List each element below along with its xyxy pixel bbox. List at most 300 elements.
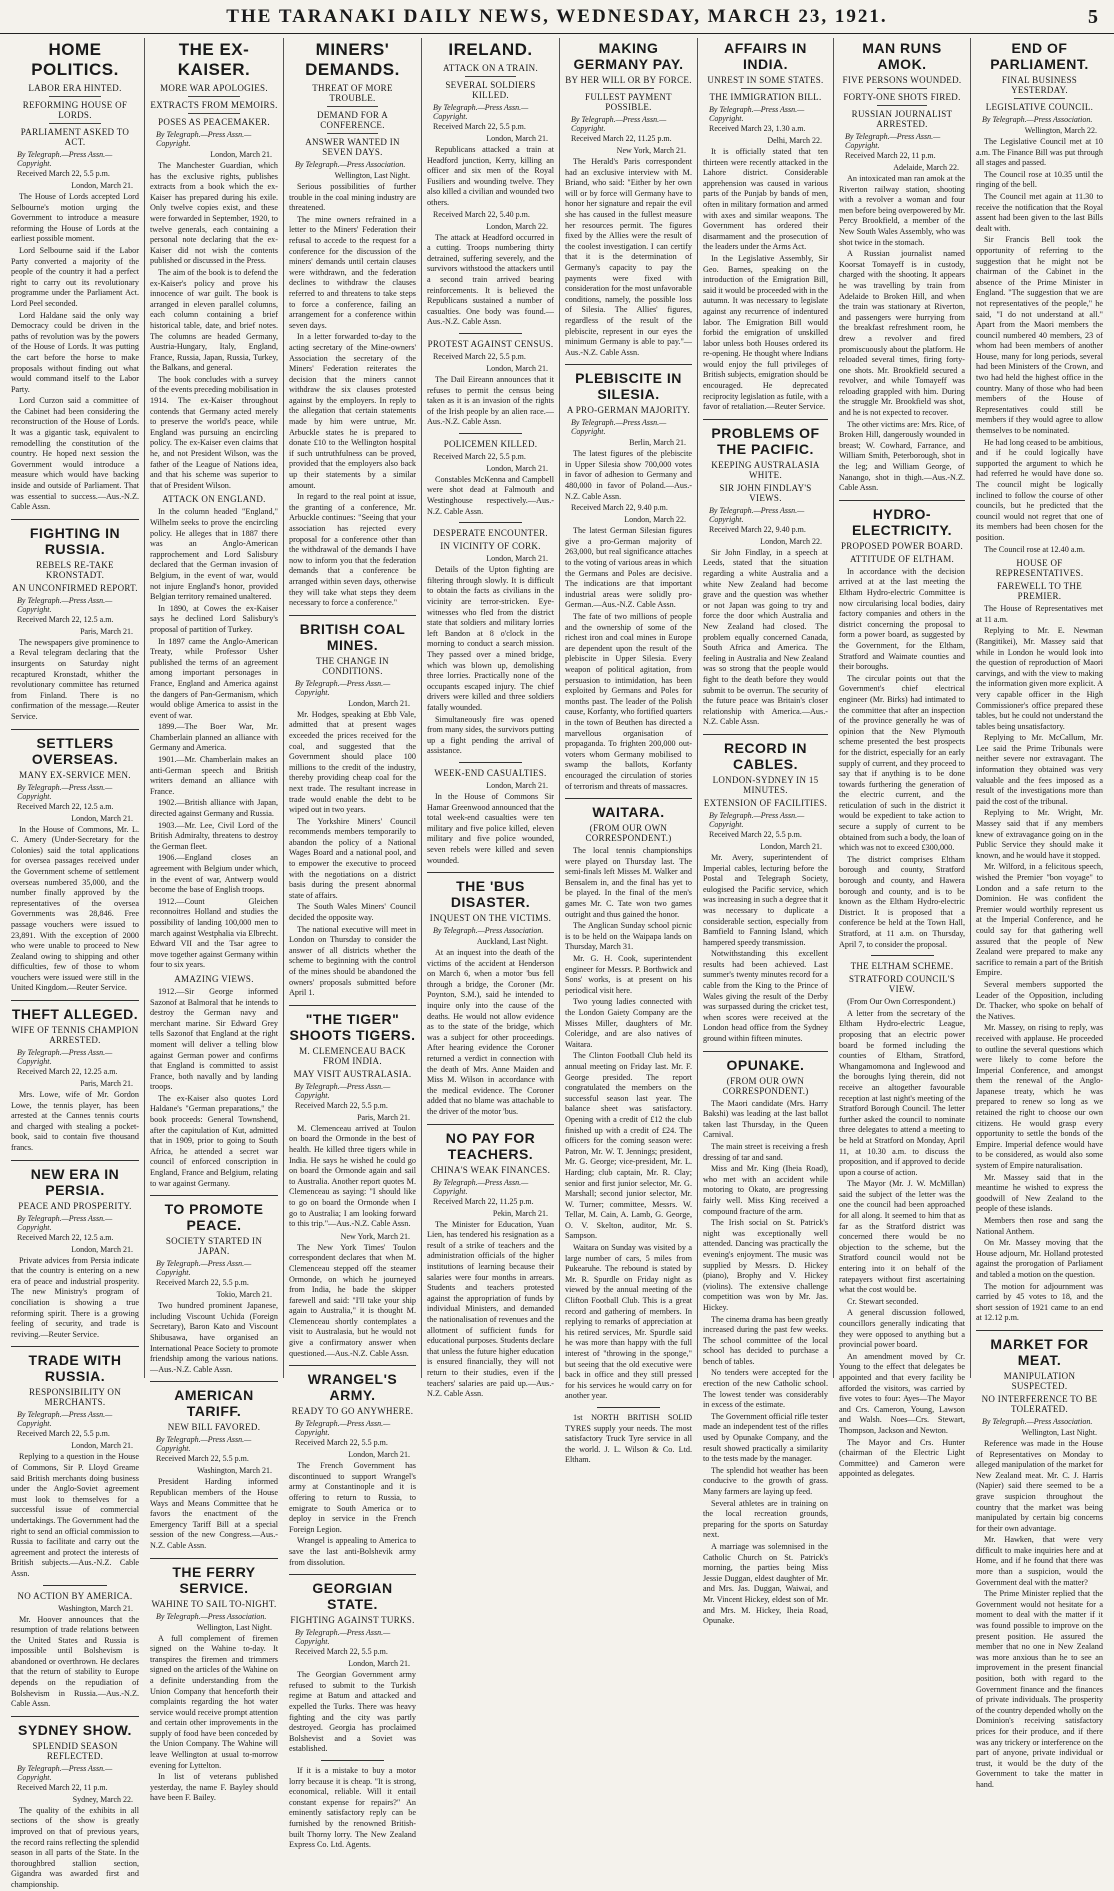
paragraph: An amendment moved by Cr. Young to the effect that delegates be appointed and that every facility be afforded the visitors, was carried by five votes to four: Ayes—The Mayor and Crs. Cameron, Young, Lawson and Walsh. Noes—Crs. Stewart, Thompson, Jackson and Newton.: [839, 1351, 965, 1435]
paragraph: The local tennis championships were played on Thursday last. The semi-finals left Misses M. Walker and Bensalem in, and the final has yet to be played. In the final of the men's games Mr. C. Tate won two games outright and thus gained the honor.: [565, 846, 692, 919]
paragraph: The latest German Silesian figures give a pro-German majority of 263,000, but real significance attaches to the voting of various areas in which the Germans and Poles are decisive. The indications are that important industrial areas were solidly pro-German.—Aus.-N.Z. Cable Assn.: [565, 526, 692, 610]
dateline: Wellington, Last Night.: [334, 171, 410, 180]
headline: HOME POLITICS.: [31, 40, 119, 79]
headline: RECORD IN CABLES.: [723, 739, 808, 772]
credit-line: By Telegraph.—Press Assn.—Copyright.: [17, 595, 113, 614]
paragraph: Mr. Hodges, speaking at Ebb Vale, admitted that at present wages exceeded the prices received for the coal, and suggested that the Government should place 100 millions to the credit of the industry, thereby providing cheap coal for the next trade. The resultant increase in trade would enable the debt to be wiped out in two years.: [289, 709, 416, 815]
dateline: Adelaide, March 22.: [893, 163, 959, 172]
received-line: Received March 22, 12.5 a.m.: [17, 614, 114, 624]
subheading: (FROM OUR OWN CORRESPONDENT.): [585, 823, 672, 844]
received-line: Received March 22, 5.5 p.m.: [156, 1454, 249, 1464]
paragraph: The fate of two millions of people and the ownership of some of the richest iron and coal mines in Europe are dependent upon the result of the plebiscite in Upper Silesia. Every weapon of political agitation, from persuasion to intimidation, has been exploited by Germans and Poles for months past. The leader of the Polish cause, Korfanty, who fortified quarters in the town of Beuthen has directed a marvellous organisation of propaganda. To frighten 200,000 out-voters whom Germany mobilised to swamp the ballots, Korfanty encouraged the circulation of stories of terrorism and threats of massacres.: [565, 612, 692, 791]
subheading: UNREST IN SOME STATES.: [707, 75, 824, 85]
paragraph: 1901.—Mr. Chamberlain makes an anti-German speech and British writers demand an alliance with France.: [150, 755, 278, 796]
paragraph: 1902.—British alliance with Japan, directed against Germany and Russia.: [150, 798, 278, 819]
paragraph: Lord Curzon said a committee of the Cabinet had been considering the reconstruction of the House of Lords. It was a gigantic task, equivalent to remodelling the constitution of the country. He hoped next session the Government would introduce a measure which would have backing inside and outside of Parliament. That was essential to success.—Aus.-N.Z. Cable Assn.: [11, 396, 139, 512]
received-line: Received March 22, 5.5 p.m.: [433, 451, 526, 461]
headline: MAN RUNS AMOK.: [862, 40, 942, 72]
paragraph: Reference was made in the House of Representatives on Monday to alleged manipulation of the market for New Zealand meat. Mr. C. J. Harris (Napier) said there seemed to be a grave suspicion throughout the country that the market was being manipulated by certain big concerns for their own advantage.: [976, 1438, 1103, 1533]
received-line: Received March 22, 12.25 a.m.: [17, 1067, 118, 1077]
subheading: A PRO-GERMAN MAJORITY.: [566, 405, 691, 416]
headline: THE 'BUS DISASTER.: [450, 878, 531, 911]
received-line: Received March 22, 11.25 p.m.: [571, 134, 672, 143]
columns: [6, 38, 1108, 1889]
separator: [703, 419, 828, 420]
paragraph: The Manchester Guardian, which has the exclusive rights, publishes extracts from a book which the ex-Kaiser has prepared during his exile. Only twelve copies exist, and these were forwarded in September, 1920, to twelve generals, each containing a personal note declaring that the ex-Kaiser did not wish the contents published or discussed in the Press.: [150, 161, 278, 266]
paragraph: On Mr. Massey moving that the House adjourn, Mr. Holland protested against the prorogation of Parliament and tabled a motion on the question.: [976, 1238, 1103, 1279]
received-line: Received March 22, 9.40 p.m.: [571, 503, 668, 513]
paragraph: The other victims are: Mrs. Rice, of Broken Hill, dangerously wounded in breast; W. Cowhard, Farrance, and William Smith, Peterborough, shot in the leg; and William George, of Nanango, shot in thigh.—Aus.-N.Z. Cable Assn.: [839, 419, 965, 493]
subheading: (FROM OUR OWN CORRESPONDENT.): [722, 1075, 809, 1096]
paragraph: In regard to the real point at issue, the granting of a conference, Mr. Arbuckle continues: "Seeing that your association has rejected every proposal for a conference other than the withdrawal of the demands I have now to inform you that the federation demands that a conference be arranged within seven days, otherwise they will take what steps they deem necessary to force a conference.": [289, 492, 416, 608]
subheading: SPLENDID SEASON REFLECTED.: [32, 1740, 118, 1761]
column-8: [971, 38, 1108, 1789]
headline: PROBLEMS OF THE PACIFIC.: [711, 424, 820, 457]
subheading: MORE WAR APOLOGIES.: [160, 83, 268, 93]
dateline: Tokio, March 21.: [216, 1290, 272, 1300]
subheading: FORTY-ONE SHOTS FIRED.: [843, 92, 961, 102]
dateline: London, March 21.: [71, 1441, 133, 1451]
headline: FIGHTING IN RUSSIA.: [29, 524, 121, 557]
received-line: Received March 22, 5.40 p.m.: [433, 209, 530, 219]
credit-line: By Telegraph.—Press Assn.—Copyright.: [433, 103, 529, 121]
subheading: PARLIAMENT ASKED TO ACT.: [20, 127, 130, 147]
subheading: WAHINE TO SAIL TO-NIGHT.: [151, 1598, 277, 1609]
paragraph: A Russian journalist named Koorsat Tomayeff is in custody, charged with the shooting. It appears he was travelling by train from Adelaide to Broken Hill, and when the train was stationary at Riverton, and passengers were hurrying from the breakfast refreshment room, he drew a revolver and fired promiscuously about the platform. He reloaded several times, firing forty-one shots. Mr. Brookfield secured a revolver, and while Tomayeff was reloading grappled with him. During the struggle Mr. Brookfield was shot, and he is not expected to recover.: [839, 249, 965, 418]
credit-line: By Telegraph.—Press Assn.—Copyright.: [156, 1435, 252, 1454]
headline: MINERS' DEMANDS.: [305, 40, 400, 79]
paragraph: Mrs. Lowe, wife of Mr. Gordon Lowe, the tennis player, has been arrested at the Cannes tennis courts and charged with stealing a pocket-book, said to contain five thousand francs.: [11, 1090, 139, 1153]
separator: [289, 615, 416, 616]
paragraph: The Minister for Education, Yuan Lien, has tendered his resignation as a result of a strike of teachers and the administration officials of the higher institutions of learning because their salaries were four months in arrears. Students and teachers protested against the appropriation of funds by individual Ministers, and demanded the nationalisation of revenues and the allotment of sufficient funds for educational purposes. Students declare that unless the future higher education is ensured financially, they will not return to their studies, even if the teachers' salaries are paid up.—Aus.-N.Z. Cable Assn.: [427, 1219, 554, 1399]
received-line: Received March 22, 5.5 p.m.: [709, 829, 802, 839]
separator: [321, 1760, 385, 1761]
dateline: Wellington, Last Night.: [196, 1622, 272, 1632]
paragraph: The quality of the exhibits in all sections of the show is greatly improved on that of previous years, the record rains reflecting the splendid season in all parts of the State. In the thoroughbred stallion section, Gigandra was awarded first and championship.: [11, 1805, 139, 1889]
separator: [11, 1716, 139, 1717]
credit-line: By Telegraph.—Press Assn.—Copyright.: [17, 1410, 113, 1429]
headline: WRANGEL'S ARMY.: [307, 1371, 398, 1404]
headline: HYDRO-ELECTRICITY.: [851, 505, 953, 538]
paragraph: The newspapers give prominence to a Reval telegram declaring that the insurgents on Saturday night recaptured Kronstadt, whither the revolutionary committee has returned from Finland. There is no confirmation of the message.—Reuter Service.: [11, 637, 139, 721]
separator: [703, 734, 828, 735]
paragraph: Two hundred prominent Japanese, including Viscount Uchida (Foreign Secretary), Baron Kato and Viscount Shibusawa, have organised an International Peace Society to promote friendship among the various nations.—Aus.-N.Z. Cable Assn.: [150, 1301, 278, 1374]
paragraph: The main street is receiving a fresh dressing of tar and sand.: [703, 1142, 828, 1162]
separator: [459, 433, 523, 434]
dateline: New York, March 21.: [616, 146, 686, 155]
subheading: THE CHANGE IN CONDITIONS.: [316, 655, 389, 676]
dateline: London, March 21.: [760, 841, 822, 851]
paragraph: 1899.—The Boer War, Mr. Chamberlain planned an alliance with Germany and America.: [150, 722, 278, 753]
headline: OPUNAKE.: [726, 1056, 805, 1073]
paragraph: Simultaneously fire was opened from many sides, the survivors putting up a fight pending the arrival of assistance.: [427, 714, 554, 756]
paragraph: The Prime Minister replied that the Government would not hesitate for a moment to deal with the matter if it was found possible to improve on the present position. He assured the member that no one in New Zealand was more anxious than he to see an improvement in the present financial position, both with regard to the Government finance and the finances of private individuals. The prosperity of the country depended wholly on the Dominion's receiving satisfactory prices for their produce, and if there was any trickery or interference on the part of anyone, private individual or trust, it would be the duty of the Government to take the matter in hand.: [976, 1589, 1103, 1789]
divider: [877, 105, 927, 106]
divider: [327, 106, 378, 107]
column-7: [834, 38, 971, 1479]
paragraph: The House of Lords accepted Lord Selbourne's motion urging the Government to introduce a measure reforming the House of Lords at the earliest possible moment.: [11, 192, 139, 244]
subheading: AMAZING VIEWS.: [174, 973, 254, 984]
subheading: BY HER WILL OR BY FORCE.: [565, 75, 692, 85]
credit-line: By Telegraph.—Press Assn.—Copyright.: [571, 115, 667, 133]
separator: [11, 1160, 139, 1161]
divider: [188, 113, 239, 114]
subheading: IN VICINITY OF CORK.: [440, 541, 541, 552]
separator: [459, 333, 523, 334]
paragraph: The Government official rifle tester made an independent test of the rifles used by Opunake Company, and the result showed practically a similarity to the tests made by the manager.: [703, 1411, 828, 1464]
received-line: Received March 22, 12.5 a.m.: [17, 1232, 114, 1242]
subheading: SIR JOHN FINDLAY'S VIEWS.: [719, 482, 812, 503]
credit-line: By Telegraph.—Press Association.: [156, 1611, 267, 1621]
credit-line: By Telegraph.—Press Assn.—Copyright.: [17, 1048, 113, 1067]
paragraph: The Yorkshire Miners' Council recommends members temporarily to abandon the policy of a National Wages Board and a national pool, and to empower the executive to proceed with the negotiations on a district basis during the present abnormal state of affairs.: [289, 816, 416, 900]
paragraph: The ex-Kaiser also quotes Lord Haldane's "German preparations," the book proceeds: General Townshend, after the capitulation of Kut, admitted that in 1909, prior to going to South Africa, he attended a secret war council of enforced conscription in England, France and Belgium, relating to war against Germany.: [150, 1093, 278, 1188]
credit-line: By Telegraph.—Press Assn.—Copyright.: [156, 130, 252, 148]
dateline: Paris, March 21.: [80, 1079, 133, 1089]
credit-line: By Telegraph.—Press Association.: [982, 1416, 1093, 1426]
subheading: DESPERATE ENCOUNTER.: [432, 528, 548, 539]
subheading: WEEK-END CASUALTIES.: [434, 767, 547, 778]
paragraph: The Herald's Paris correspondent had an exclusive interview with M. Briand, who said: "Either by her own will or by force will Germany have to honor her signature and repair the evil she has caused in the fullest measure her resources permit. The figures fixed by the Allies were the result of the coolest investigation. I can certify that it is the determination of Germany's capacity to pay the payments were fixed with consideration for the most unfavorable conditions, namely, the possible loss of Silesia. The Allies' figures, regardless of the result of the plebiscite, represent in our eyes the minimum Germany is able to pay."—Aus.-N.Z. Cable Assn.: [565, 157, 692, 357]
dateline: London, March 21.: [348, 1659, 410, 1669]
separator: [427, 1124, 554, 1125]
separator: [11, 1346, 139, 1347]
separator: [289, 1574, 416, 1575]
credit-line: By Telegraph.—Press Assn.—Copyright.: [17, 150, 113, 168]
subheading: DEMAND FOR A CONFERENCE.: [316, 110, 389, 130]
paragraph: The Council rose at 12.40 a.m.: [984, 544, 1085, 554]
separator: [703, 1051, 828, 1052]
separator: [43, 1585, 107, 1586]
subheading: ATTITUDE OF ELTHAM.: [849, 553, 955, 564]
received-line: Received March 22, 12.5 a.m.: [17, 801, 114, 811]
received-line: Received March 22, 5.5 p.m.: [156, 1278, 249, 1288]
paragraph: The Dail Eireann announces that it refuses to permit the census being taken as it is an invasion of the rights of the Irish people by an alien race.—Aus.-N.Z. Cable Assn.: [427, 374, 554, 427]
paragraph: In the House of Commons Sir Hamar Greenwood announced that the total week-end casualties were ten military and five police killed, eleven military and five police wounded, seven rebels were killed and seven wounded.: [427, 791, 554, 865]
dateline: Washington, March 21.: [58, 1603, 133, 1613]
paragraph: M. Clemenceau arrived at Toulon on board the Ormonde in the best of health. He killed three tigers while in India. He says he wished he could go on board the Ormonde again and sail to Australia. Another report quotes M. Clemenceau as saying: "I should like to go on board the Ormonde when I go to Australia; I am looking forward to this trip."—Aus.-N.Z. Cable Assn.: [289, 1123, 416, 1229]
paragraph: The aim of the book is to defend the ex-Kaiser's policy and prove his innocence of war guilt. The book is arranged in eleven parallel columns, each column containing a brief historical table, date, and brief notes. The columns are headed Germany, Austria-Hungary, Italy, England, France, Russia, Japan, Russia, Turkey, the Balkans, and general.: [150, 267, 278, 373]
separator: [289, 1365, 416, 1366]
paragraph: The Anglican Sunday school picnic is to be held on the Waipapa lands on Thursday, March 31.: [565, 921, 692, 952]
received-line: Received March 22, 11.25 p.m.: [433, 1196, 534, 1206]
separator: [11, 729, 139, 730]
paragraph: President Harding informed Republican members of the House Ways and Means Committee that he favors the enactment of the Emergency Tariff Bill at a special session of the new Congress.—Aus.-N.Z. Cable Assn.: [150, 1477, 278, 1550]
paragraph: The Legislative Council met at 10 a.m. The Finance Bill was put through all stages and passed.: [976, 137, 1103, 168]
dateline: London, March 22.: [486, 221, 548, 231]
paragraph: The cinema drama has been greatly increased during the past few weeks. The school committee of the local school has decided to purchase a bench of tables.: [703, 1314, 828, 1366]
subheading: RUSSIAN JOURNALIST ARRESTED.: [851, 109, 953, 129]
subheading: NO ACTION BY AMERICA.: [17, 1590, 133, 1601]
paragraph: Mr. Massey, on rising to reply, was received with applause. He proceeded to outline the several questions which were likely to come before the Imperial Conference, and amongst them the renewal of the Anglo-Japanese treaty, which he was prepared to renew so long as we retained the right to choose our own citizens. He would grasp every opportunity to settle the bonds of the Empire. Imperial defence would have to be considered, as would also some system of Empire naturalisation.: [976, 1023, 1103, 1171]
subheading: FIGHTING AGAINST TURKS.: [290, 1615, 415, 1626]
received-line: Received March 23, 1.30 a.m.: [709, 124, 806, 133]
dateline: Wellington, March 22.: [1024, 126, 1097, 135]
subheading: NEW BILL FAVORED.: [167, 1422, 261, 1433]
paragraph: The latest figures of the plebiscite in Upper Silesia show 700,000 votes in favor of adhesion to Germany and 480,000 in favor of Poland.—Aus.-N.Z. Cable Assn.: [565, 449, 692, 501]
paragraph: Sir Francis Bell took the opportunity of referring to the suggestion that he might not be chairman of the Cabinet in the absence of the Prime Minister in England. "The suggestion that we are not representatives of the people," he said, "I do not understand at all." Apart from the Maori members the council numbered 40 members, 23 of whom had been members of another House, many for long periods, several had been Ministers of the Crown, and two had held the highest office in the country. Many of those who had been members of the House of Representatives could still be members if they would agree to allow themselves to be nominated.: [976, 235, 1103, 436]
paragraph: The French Government has discontinued to support Wrangel's army at Constantinople and it is offering to return to Russia, to emigrate to South America or to deploy in service in the French Foreign Legion.: [289, 1461, 416, 1534]
subheading: MANIPULATION SUSPECTED.: [1003, 1370, 1076, 1391]
headline: MAKING GERMANY PAY.: [573, 40, 684, 72]
dateline: London, March 21.: [348, 1450, 410, 1460]
dateline: London, March 21.: [486, 134, 548, 143]
paragraph: In accordance with the decision arrived at at the last meeting the Eltham Hydro-electric Committee is now circularising local bodies, dairy factory companies and others in the district concerning the proposal to form a power board, as suggested by the Government, for the Eltham, Stratford and Waimate counties and their boroughs.: [839, 566, 965, 672]
paragraph: Mr. Hoover announces that the resumption of trade relations between the United States and Russia is impossible until Bolshevism is abandoned or overthrown. He declares that the return of stability to Europe depends on the repudiation of Bolshevism in Russia.—Aus.-N.Z. Cable Assn.: [11, 1614, 139, 1709]
separator: [150, 1195, 278, 1196]
paragraph: A general discussion followed, councillors generally indicating that they were opposed to anything but a provincial power board.: [839, 1308, 965, 1350]
paragraph: He had long ceased to be ambitious, and if he could logically have supported the argument to which he had referred he would have done so. The council might be logically inclined to follow the course of other councils, but he predicted that the council would not regret that one of its members had been chosen for the position.: [976, 437, 1103, 542]
subheading: RESPONSIBILITY ON MERCHANTS.: [28, 1387, 122, 1408]
advertisement: 1st NORTH BRITISH SOLID TYRES supply your needs. The most satisfactory Truck Tyre service in all the world. J. L. Wilson & Co. Ltd. Eltham.: [565, 1412, 692, 1465]
paragraph: Replying to Mr. Wright, Mr. Massey said that if any members knew of extravagance going on in the Public Service they should make it known, and he would have it stopped.: [976, 808, 1103, 860]
separator: [459, 522, 523, 523]
received-line: Received March 22, 5.5 p.m.: [17, 169, 110, 178]
separator: [427, 872, 554, 873]
subheading: SOCIETY STARTED IN JAPAN.: [165, 1236, 263, 1257]
received-line: Received March 22, 5.5 p.m.: [295, 1438, 388, 1448]
received-line: Received March 22, 11 p.m.: [845, 151, 936, 160]
paragraph: Constables McKenna and Campbell were shot dead at Falmouth and Westinghouse respectively.—Aus.-N.Z. Cable Assn.: [427, 474, 554, 516]
received-line: Received March 22, 5.5 p.m.: [295, 1647, 388, 1657]
subheading: LEGISLATIVE COUNCIL.: [985, 102, 1094, 112]
credit-line: By Telegraph.—Press Association.: [295, 160, 406, 169]
subheading: PROPOSED POWER BOARD.: [840, 540, 964, 551]
divider: [741, 88, 791, 89]
paragraph: In 1897 came the Anglo-American Treaty, while Professor Usher published the terms of an agreement among important personages in France, England and America against the dangers of Pan-Germanism, which would oblige America to assist in the event of war.: [150, 636, 278, 720]
separator: [597, 1407, 661, 1408]
paragraph: The Maori candidate (Mrs. Harry Bakshi) was leading at the last ballot taken last Thursday, in the Queen Carnival.: [703, 1098, 828, 1140]
paragraph: In the column headed "England," Wilhelm seeks to prove the encircling policy. He alleges that in 1887 there was an Anglo-American rapprochement and Lord Salisbury declared that the German invasion of Belgium, in the event of war, would not injure England's honor, provided Belgian territory remained unaltered.: [150, 507, 278, 602]
separator: [11, 519, 139, 520]
separator: [871, 955, 934, 956]
subheading: FAREWELL TO THE PREMIER.: [997, 581, 1082, 602]
credit-line: By Telegraph.—Press Association.: [982, 115, 1093, 124]
headline: TRADE WITH RUSSIA.: [28, 1352, 122, 1385]
paragraph: A marriage was solemnised in the Catholic Church on St. Patrick's morning, the parties being Miss Jessie Duggan, eldest daughter of Mr. and Mrs. Jas. Duggan, Waiwai, and Mr. Vincent Hickey, eldest son of Mr. and Mrs. M. Hickey, Iheia Road, Opunake.: [703, 1541, 828, 1626]
subheading: EXTRACTS FROM MEMOIRS.: [150, 100, 278, 110]
headline: NEW ERA IN PERSIA.: [30, 1165, 120, 1198]
separator: [150, 1381, 278, 1382]
column-4: [422, 38, 560, 1399]
subheading: THE IMMIGRATION BILL.: [709, 92, 822, 102]
subheading: ANSWER WANTED IN SEVEN DAYS.: [305, 137, 400, 157]
paragraph: Members then rose and sang the National Anthem.: [976, 1216, 1103, 1236]
paragraph: Replying to Mr. McCallum, Mr. Lee said the Prime Tribunals were neither severe nor extravagant. The information they obtained was very valuable and the fees imposed as a result of the investigations more than paid the cost of the tribunal.: [976, 733, 1103, 806]
divider: [49, 123, 100, 124]
paragraph: 1912.—Count Gleichen reconnoitres Holland and studies the possibility of landing 100,000 men to march against Westphalia via Elbrecht. Edward VII and the Tsar agree to move together against Germany within four to six years.: [150, 896, 278, 970]
headline: SETTLERS OVERSEAS.: [31, 734, 119, 767]
subheading: INQUEST ON THE VICTIMS.: [429, 913, 552, 924]
separator: [150, 1558, 278, 1559]
subheading: MANY EX-SERVICE MEN.: [19, 769, 131, 780]
paragraph: Lord Selbourne said if the Labor Party converted a majority of the people of the country it had a perfect right to carry out its revolutionary programme under the Parliament Act. Lord Peel seconded.: [11, 245, 139, 308]
subheading: LABOR ERA HINTED.: [28, 83, 122, 93]
paragraph: Miss and Mr. King (Iheia Road), who met with an accident while motoring to Okato, are progressing fairly well. Miss King received a compound fracture of the arm.: [703, 1164, 828, 1216]
subheading: STRATFORD COUNCIL'S VIEW.: [848, 974, 956, 995]
paragraph: It is officially stated that ten thirteen were recently attacked in the Lahore district. Considerable apprehension was caused in various parts of the Punjab by bands of men, often in military formation and armed with axes and similar weapons. The Government has ordered their disarmament and the prosecution of the leaders under the Arms Act.: [703, 147, 828, 252]
headline: BRITISH COAL MINES.: [299, 620, 406, 653]
separator: [459, 762, 523, 763]
column-1: [6, 38, 145, 1889]
paragraph: Sir John Findlay, in a speech at Leeds, stated that the situation regarding a white Australia and a white New Zealand had become grave and the question was whether or not Japan was going to try and force the door which Australia and New Zealand had closed. The problem equally concerned Canada, South Africa and America. The feeling in Australia and New Zealand was so strong that the people would fight to the death before they would submit to be overrun. The security of the future peace was Britain's closer relationship with America.—Aus.-N.Z. Cable Assn.: [703, 547, 828, 727]
paragraph: Mr. Wilford, in a felicitous speech, wished the Premier "bon voyage" to London and a safe return to the Dominion. He was confident the Premier would worthily represent us at the Imperial Conference, and he could say for that gathering well assured that the people of New Zealand were prepared to make any sacrifice to remain a part of the British Empire.: [976, 862, 1103, 978]
headline: SYDNEY SHOW.: [18, 1721, 132, 1738]
credit-line: By Telegraph.—Press Assn.—Copyright.: [17, 1213, 113, 1232]
subheading: POSES AS PEACEMAKER.: [158, 117, 270, 127]
subheading: AN UNCONFIRMED REPORT.: [12, 582, 138, 593]
credit-line: By Telegraph.—Press Assn.—Copyright.: [156, 1259, 252, 1278]
dateline: London, March 22.: [760, 536, 822, 546]
paragraph: In 1890, at Cowes the ex-Kaiser says he declined Lord Salisbury's proposal of partition of Turkey.: [150, 603, 278, 634]
paragraph: 1906.—England closes an agreement with Belgium under which, in the event of war, Antwerp would become the base of English troops.: [150, 853, 278, 895]
paragraph: The Council rose at 10.35 until the ringing of the bell.: [976, 169, 1103, 190]
credit-line: By Telegraph.—Press Assn.—Copyright.: [709, 105, 805, 123]
separator: [289, 1005, 416, 1006]
subheading: LONDON-SYDNEY IN 15 MINUTES.: [712, 774, 819, 795]
paragraph: In list of veterans published yesterday, the name F. Bayley should have been F. Bailey.: [150, 1772, 278, 1803]
headline: MARKET FOR MEAT.: [990, 1335, 1089, 1368]
received-line: Received March 22, 9.40 p.m.: [709, 524, 806, 534]
column-5: [560, 38, 698, 1465]
dateline: London, March 21.: [71, 813, 133, 823]
credit-line: By Telegraph.—Press Assn.—Copyright.: [295, 1628, 391, 1647]
subheading: NO INTERFERENCE TO BE TOLERATED.: [981, 1393, 1098, 1414]
paragraph: Several athletes are in training on the local recreation grounds, preparing for the sports on Saturday next.: [703, 1498, 828, 1540]
paragraph: The Clinton Football Club held its annual meeting on Friday last. Mr. F. George presided. The report congratulated the members on the successful season last year. The balance sheet was satisfactory. Opening with a credit of £12 the club finished up with a credit of £24. The officers for the coming season were: Patron, Mr. W. T. Jennings; president, Mr. G. George; vice-president, Mr. L. Harding; club captain, Mr. R. Clay; senior and first junior selector, Mr. G. Marshall; second junior selector, Mr. W. Turner; committee, Messrs. W. Tellar, M. Cain, A. Lamb, G. George, O. V. Skelton, auditor, Mr. S. Sampson.: [565, 1051, 692, 1241]
subheading: SEVERAL SOLDIERS KILLED.: [445, 80, 536, 100]
dateline: London, March 21.: [486, 780, 548, 790]
credit-line: By Telegraph.—Press Assn.—Copyright.: [17, 1763, 113, 1782]
dateline: Auckland, Last Night.: [476, 937, 548, 947]
credit-line: By Telegraph.—Press Association.: [433, 926, 544, 936]
subheading: FULLEST PAYMENT POSSIBLE.: [585, 92, 672, 112]
paragraph: An intoxicated man ran amok at the Riverton railway station, shooting with a revolver a woman and four men before being overpowered by Mr. Percy Brookfield, a member of the New South Wales Assembly, who was shot twice in the stomach.: [839, 174, 965, 247]
dateline: London, March 21.: [486, 363, 548, 373]
subheading: PEACE AND PROSPERITY.: [18, 1200, 132, 1211]
paragraph: Serious possibilities of further trouble in the coal mining industry are threatened.: [289, 182, 416, 213]
paragraph: The book concludes with a survey of the events preceding mobilisation in 1914. The ex-Kaiser throughout contends that Germany acted merely to preserve the world's peace, while England was pursuing an encircling policy. The ex-Kaiser even claims that he, and not President Wilson, was the father of the League of Nations idea, and that his scheme was superior to that of President Wilson.: [150, 374, 278, 490]
paragraph: The district comprises Eltham borough and county, Stratford borough and county, and Hawera borough and county, and is to be known as the Eltham Hydro-electric District. It is proposed that a conference be held at the Town Hall, Stratford, at 11 a.m. on Thursday, April 7, to consider the proposal.: [839, 854, 965, 949]
dateline: Wellington, Last Night.: [1021, 1427, 1097, 1437]
headline: NO PAY FOR TEACHERS.: [445, 1129, 536, 1162]
paragraph: The mine owners refrained in a letter to the Miners' Federation their refusal to accede to the request for a conference for the discussion of the miners' demands until certain clauses were withdrawn, and the federation declines to withdraw the clauses referred to and threatens to take steps to force a conference, failing an arrangement for a conference within seven days.: [289, 214, 416, 330]
subheading: HOUSE OF REPRESENTATIVES.: [995, 558, 1084, 579]
paragraph: Several members supported the Leader of the Opposition, including Dr. Thacker, who spoke on behalf of the Natives.: [976, 979, 1103, 1021]
paragraph: The Georgian Government army refused to submit to the Turkish regime at Batum and attacked and expelled the Turks. There was heavy fighting and the city was partly destroyed. Georgia has proclaimed Bolshevist and a Soviet was established.: [289, 1670, 416, 1754]
paragraph: A letter from the secretary of the Eltham Hydro-electric League, proposing that an electric power board be formed including the counties of Eltham, Stratford, Whangamomona and Inglewood and the boroughs lying therein, did not receive an altogether favourable reception at last night's meeting of the Stratford Borough Council. The letter further asked the council to nominate three delegates to attend a meeting to be held at Stratford on Monday, April 11, at 10.30 a.m. to discuss the proposition, and if approved to decide upon a course of action.: [839, 1008, 965, 1177]
paragraph: Mr. Avery, superintendent of Imperial cables, lecturing before the Postal and Telegraph Society, eulogised the Pacific service, which was increasing in such a degree that it was necessary to duplicate a considerable section, especially from Bamfield to Fanning Island, which hampered speedy transmission.: [703, 852, 828, 947]
paragraph: Replying to Mr. E. Newman (Rangitikei), Mr. Massey said that while in London he would look into the question of reproduction of Maori carvings, and with the view to making the information given more explicit. A very capable officer in the High Commissioner's office prepared these tables, but he could not understand the tables being unsatisfactory.: [976, 626, 1103, 731]
paragraph: Private advices from Persia indicate that the country is entering on a new era of peace and industrial prosperity. The new Ministry's program of conciliation is showing a true reforming spirit. There is a growing feeling of security, and trade is reviving.—Reuter Service.: [11, 1255, 139, 1339]
separator: [565, 364, 692, 365]
credit-line: By Telegraph.—Press Assn.—Copyright.: [433, 1177, 529, 1196]
paragraph: Lord Haldane said the only way Democracy could be driven in the paths of revolution was by the powers of the House of Lords. It was putting the cart before the horse to make proposals without finding out what would command itself to the Labor Party.: [11, 310, 139, 394]
paragraph: In the House of Commons, Mr. L. C. Amery (Under-Secretary for the Colonies) said the total applications for oversea passages received under the Government scheme of settlement overseas numbered 35,000, and the number finally approved by the representatives of the oversea Governments was 28,846. Free passage vouchers were issued to 23,891. With the exception of 2000 who were unable to proceed to New Zealand owing to shipping and other difficulties, few of those to whom vouchers were issued were still in the United Kingdom.—Reuter Service.: [11, 824, 139, 993]
headline: THE FERRY SERVICE.: [172, 1563, 256, 1596]
headline: AMERICAN TARIFF.: [174, 1387, 254, 1420]
paragraph: Notwithstanding this excellent results had been achieved. Last summer's twenty minutes record for a cable from the King to the Prince of Wales giving the result of the Derby was surpassed during the cricket test, when scores were received at the London head office from the Sydney ground within fifteen minutes.: [703, 949, 828, 1044]
dateline: London, March 21.: [486, 463, 548, 473]
page-number: 5: [1088, 6, 1098, 28]
credit-line: By Telegraph.—Press Assn.—Copyright.: [709, 505, 805, 524]
credit-line: By Telegraph.—Press Assn.—Copyright.: [295, 678, 391, 697]
subheading: READY TO GO ANYWHERE.: [291, 1406, 414, 1417]
subheading: MAY VISIT AUSTRALASIA.: [293, 1068, 412, 1079]
dateline: London, March 21.: [210, 150, 272, 159]
dateline: London, March 21.: [348, 698, 410, 708]
divider: [188, 96, 239, 97]
credit-line: By Telegraph.—Press Assn.—Copyright.: [571, 418, 667, 437]
paragraph: In the Legislative Assembly, Sir Geo. Barnes, speaking on the introduction of the Emigration Bill, said it would be proceeded with in the autumn. It was necessary to legislate against any recurrence of indentured labor. The Emigration Bill would forbid the emigration of unskilled labor unless both Houses ordered its re-opening. He thought where Indians would enjoy the full privileges of British subjects, emigration should be encouraged. He deprecated reciprocity legislation as futile, with a favor of retaliation.—Reuter Service.: [703, 253, 828, 412]
paragraph: 1903.—Mr. Lee, Civil Lord of the British Admiralty, threatens to destroy the German fleet.: [150, 820, 278, 851]
separator: [11, 1000, 139, 1001]
subheading: CHINA'S WEAK FINANCES.: [430, 1164, 551, 1175]
paragraph: The Council met again at 11.30 to receive the notification that the Royal assent had been given to the last Bills dealt with.: [976, 191, 1103, 233]
paragraph: The South Wales Miners' Council decided the opposite way.: [289, 902, 416, 923]
dateline: Berlin, March 21.: [629, 438, 686, 448]
headline: WAITARA.: [592, 804, 665, 821]
headline: TO PROMOTE PEACE.: [164, 1201, 264, 1234]
advertisement: If it is a mistake to buy a motor lorry because it is cheap. "It is strong, economical, reliable. Will it entail constant expense for repairs?" An eminently satisfactory reply can be furnished by the renowned British-built Thorny lorry. The New Zealand Express Co. Ltd. Agents.: [289, 1765, 416, 1850]
subheading: FINAL BUSINESS YESTERDAY.: [1001, 75, 1078, 95]
subheading: ATTACK ON ENGLAND.: [162, 494, 266, 505]
credit-line: By Telegraph.—Press Assn.—Copyright.: [295, 1081, 391, 1100]
dateline: London, March 21.: [71, 181, 133, 190]
divider: [877, 88, 927, 89]
dateline: London, March 21.: [486, 554, 548, 564]
paragraph: (From Our Own Correspondent.): [847, 997, 956, 1007]
paragraph: In a letter forwarded to-day to the acting secretary of the Mine-owners' Association the secretary of the Miners' Federation reiterates the decision that the miners cannot withdraw the six clauses protested against by the employers. In reply to the allegation that certain statements made by him were untrue, Mr. Arbuckle states he is prepared to donate £10 to the Wellington hospital if such untruthfulness can be proved, provided that the employers also back up their statements by a similar amount.: [289, 332, 416, 490]
credit-line: By Telegraph.—Press Assn.—Copyright.: [709, 810, 805, 829]
paragraph: Cr. Stewart seconded.: [847, 1296, 919, 1306]
dateline: London, March 22.: [624, 515, 686, 525]
subheading: ATTACK ON A TRAIN.: [442, 63, 539, 73]
received-line: Received March 22, 5.5 p.m.: [433, 351, 526, 361]
dateline: Paris, March 21.: [80, 626, 133, 636]
subheading: REBELS RE-TAKE KRONSTADT.: [36, 559, 114, 580]
headline: END OF PARLIAMENT.: [990, 40, 1089, 72]
subheading: FIVE PERSONS WOUNDED.: [842, 75, 962, 85]
dateline: Washington, March 21.: [197, 1466, 272, 1476]
paragraph: The Irish social on St. Patrick's night was exceptionally well attended. Dancing was practically the evening's enjoyment. The music was supplied by Messrs. D. Hickey (piano), Brophy and V. Hickey (violins). The extensive challenge competition was won by Mr. Jas. Hickey.: [703, 1218, 828, 1312]
paragraph: The House of Representatives met at 11 a.m.: [976, 604, 1103, 624]
separator: [976, 1330, 1103, 1331]
subheading: PROTEST AGAINST CENSUS.: [427, 338, 554, 349]
divider: [1014, 98, 1065, 99]
paragraph: At an inquest into the death of the victims of the accident at Henderson on March 6, when a motor 'bus fell through a bridge, the Coroner (Mr. Poynton, S.M.), said he intended to inquire only into the cause of the deaths. He would not allow evidence as to the state of the bridge, which was a subject for other proceedings. After hearing evidence the Coroner returned a verdict in connection with the death of Mrs. Anne Maiden and Miss M. Wilson in accordance with the medical evidence. The Coroner added that no blame was attachable to the driver of the motor 'bus.: [427, 948, 554, 1116]
credit-line: By Telegraph.—Press Assn.—Copyright.: [17, 782, 113, 801]
dateline: Pekin, March 21.: [492, 1208, 548, 1218]
subheading: THREAT OF MORE TROUBLE.: [312, 83, 393, 103]
headline: GEORGIAN STATE.: [312, 1580, 393, 1613]
dateline: Paris, March 21.: [357, 1112, 410, 1122]
paragraph: The national executive will meet in London on Thursday to consider the answer of all districts whether the scheme to beginning with the control of the mines should be abandoned the owners' proposals submitted before April 1.: [289, 924, 416, 998]
headline: "THE TIGER" SHOOTS TIGERS.: [289, 1010, 416, 1043]
paragraph: Republicans attacked a train at Headford junction, Kerry, killing an officer and six men of the Royal Fusiliers and wounding twelve. They also killed a civilian and wounded two others.: [427, 145, 554, 207]
subheading: WIFE OF TENNIS CHAMPION ARRESTED.: [11, 1025, 139, 1046]
received-line: Received March 22, 5.5 p.m.: [433, 122, 526, 131]
paragraph: The circular points out that the Government's chief electrical engineer (Mr. Birks) had intimated to the committee that after an inspection of the province generally he was of opinion that the New Plymouth scheme presented the best prospects for the district, especially for an early supply of current, and they proceed to say that if anything is to be done towards furthering the generation of the electric current, and the reticulation of such in the district it would be expedient to take action to secure a supply of current to be obtained from such a body, the loan of which was not to exceed £300,000.: [839, 673, 965, 853]
subheading: M. CLEMENCEAU BACK FROM INDIA.: [299, 1045, 406, 1066]
paragraph: Wrangel is appealing to America to save the last anti-Bolshevik army from dissolution.: [289, 1536, 416, 1567]
paragraph: Details of the Upton fighting are filtering through slowly. It is difficult to obtain the facts as civilians in the vicinity are terror-stricken. Eye-witnesses who fled from the district state that soldiers and military lorries left Bandon at 8 o'clock in the morning to conduct a search mission. They passed over a mined bridge, which was blown up, demolishing three lorries. Practically none of the occupants escaped injury. The chief drivers were killed and three soldiers fatally wounded.: [427, 565, 554, 712]
paragraph: The attack at Headford occurred in a cutting. Troops numbering thirty detrained, suffering severely, and the survivors withstood the attackers until a second train arrived bearing reinforcements. It is believed the Republicans sustained a number of casualties. One body was found.—Aus.-N.Z. Cable Assn.: [427, 232, 554, 327]
subheading: REFORMING HOUSE OF LORDS.: [22, 100, 128, 120]
headline: THEFT ALLEGED.: [11, 1006, 139, 1023]
divider: [49, 96, 100, 97]
newspaper-title: THE TARANAKI DAILY NEWS, WEDNESDAY, MARCH 23, 1921.: [226, 6, 888, 27]
